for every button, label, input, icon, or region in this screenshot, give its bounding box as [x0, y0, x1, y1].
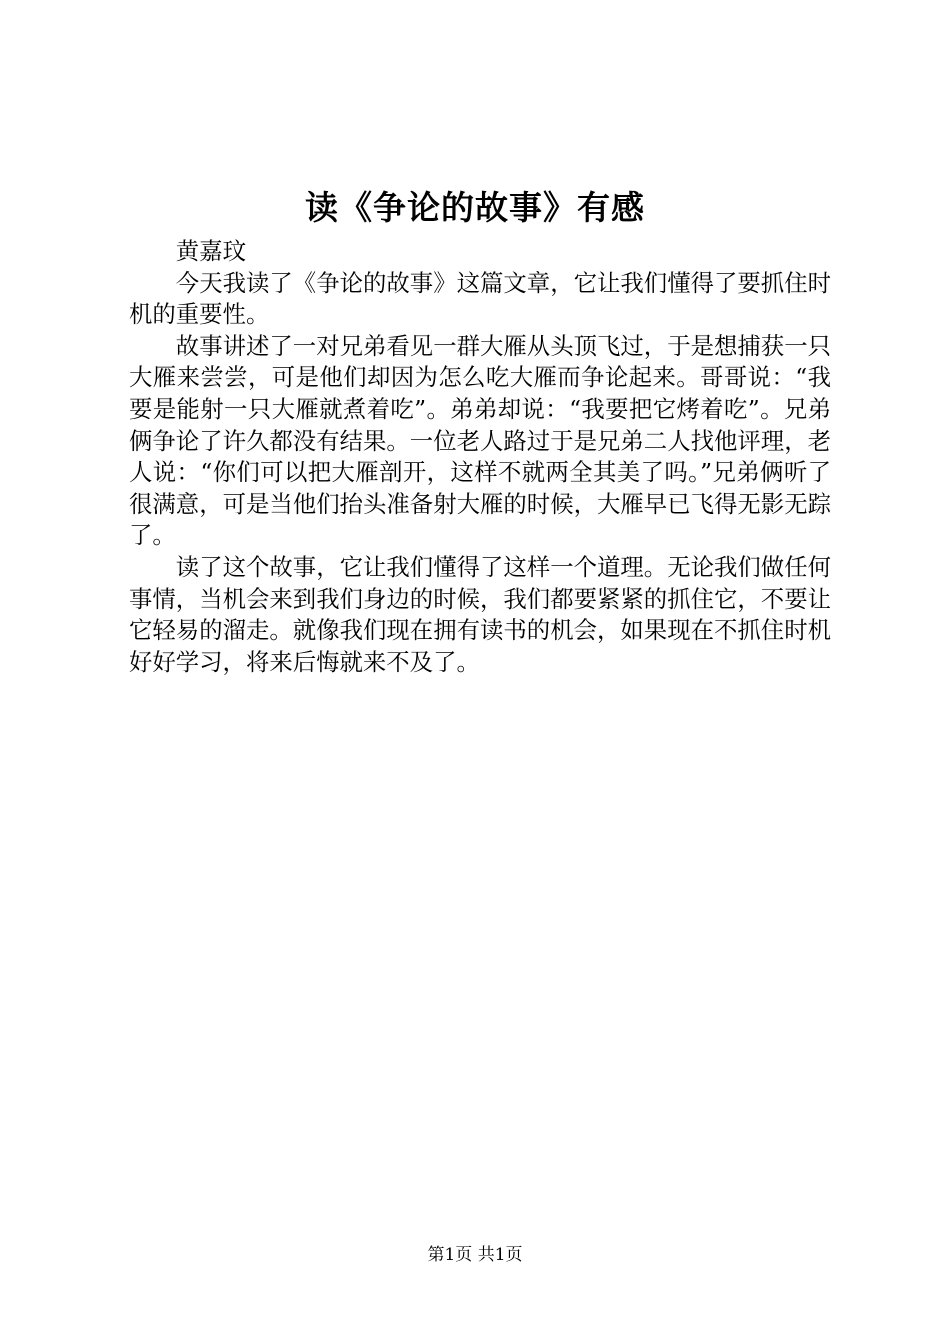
- page-title: 读《争论的故事》有感: [305, 188, 645, 227]
- page-footer: 第1页 共1页: [427, 1245, 523, 1265]
- paragraph-lesson: 读了这个故事，它让我们懂得了这样一个道理。无论我们做任何事情，当机会来到我们身边的时候，我们都要紧紧的抓住它，不要让它轻易的溜走。就像我们现在拥有读书的机会，如果现在不抓住时机好好学习，将来后悔就来不及了。: [129, 552, 831, 676]
- author-name: 黄嘉玟: [175, 237, 246, 265]
- article-body: [129, 236, 831, 678]
- paragraph-intro: 今天我读了《争论的故事》这篇文章，它让我们懂得了要抓住时机的重要性。: [129, 268, 831, 329]
- paragraph-story: 故事讲述了一对兄弟看见一群大雁从头顶飞过，于是想捕获一只大雁来尝尝，可是他们却因为怎么吃大雁而争论起来。哥哥说：“我要是能射一只大雁就煮着吃”。弟弟却说：“我要把它烤着吃”。兄弟俩争论了许久都没有结果。一位老人路过于是兄弟二人找他评理，老人说：“你们可以把大雁剖开，这样不就两全其美了吗。”兄弟俩听了很满意，可是当他们抬头准备射大雁的时候，大雁早已飞得无影无踪了。: [129, 331, 831, 550]
